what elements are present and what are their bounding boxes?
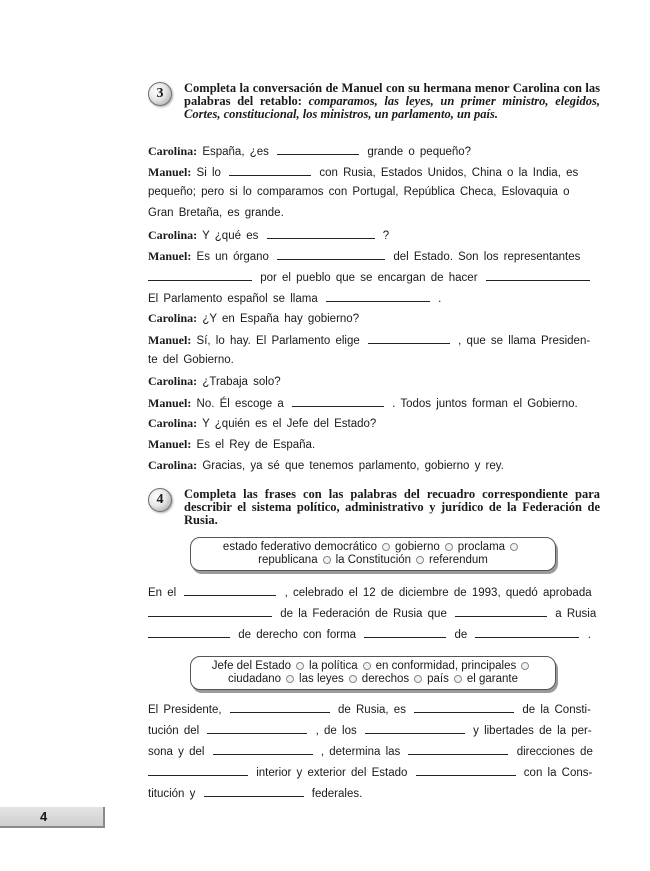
line-text: Y ¿quién es el Jefe del Estado? xyxy=(202,418,377,430)
dialogue-line-5 xyxy=(148,227,600,243)
bullet-icon xyxy=(296,662,304,670)
dialogue-line-16 xyxy=(148,458,600,473)
bullet-icon xyxy=(510,543,518,551)
line-text: tución del xyxy=(148,725,200,737)
blank-field[interactable] xyxy=(408,743,508,755)
line-text: y libertades de la per- xyxy=(473,725,592,737)
dialogue-line-14 xyxy=(148,416,600,431)
line-text: Sí, lo hay. El Parlamento elige xyxy=(196,335,360,347)
speaker-manuel: Manuel: xyxy=(148,249,192,263)
bullet-icon xyxy=(416,556,424,564)
dialogue-line-15 xyxy=(148,437,600,452)
dialogue-line-9 xyxy=(148,311,600,326)
line-text: Si lo xyxy=(196,167,221,179)
dialogue-line-3: pequeño; pero si lo comparamos con Portugal, República Checa, Eslovaquia o xyxy=(148,186,570,198)
blank-field[interactable] xyxy=(414,701,514,713)
blank-field[interactable] xyxy=(368,332,450,344)
line-text: federales. xyxy=(311,788,363,800)
speaker-carolina: Carolina: xyxy=(148,144,198,158)
exercise-3-word-list: comparamos, las leyes, un primer ministro, elegidos, Cortes, constitucional, los ministros, un parlamento, un país. xyxy=(184,94,600,121)
line-text: con la Cons- xyxy=(523,767,593,779)
line-text: de Rusia, es xyxy=(338,704,406,716)
bullet-icon xyxy=(382,543,390,551)
exercise-4-line-3 xyxy=(148,626,600,642)
line-text: España, ¿es xyxy=(202,146,269,158)
blank-field[interactable] xyxy=(455,605,547,617)
word-box-1-row-1 xyxy=(195,541,551,554)
word-option: derechos xyxy=(361,673,410,685)
blank-field[interactable] xyxy=(277,143,359,155)
blank-field[interactable] xyxy=(230,701,330,713)
bullet-icon xyxy=(363,662,371,670)
word-box-2-row-1 xyxy=(195,660,551,673)
speaker-manuel: Manuel: xyxy=(148,396,192,410)
dialogue-line-10 xyxy=(148,332,600,348)
line-text: Gracias, ya sé que tenemos parlamento, gobierno y rey. xyxy=(202,460,504,472)
word-option: el garante xyxy=(466,673,519,685)
blank-field[interactable] xyxy=(475,626,579,638)
blank-field[interactable] xyxy=(277,248,385,260)
speaker-carolina: Carolina: xyxy=(148,416,198,430)
line-text: del Estado. Son los representantes xyxy=(393,251,581,263)
line-text: , de los xyxy=(315,725,357,737)
exercise-4-line-6 xyxy=(148,743,600,759)
line-text: ¿Trabaja solo? xyxy=(202,376,281,388)
bullet-icon xyxy=(349,675,357,683)
exercise-4-number-badge: 4 xyxy=(148,488,172,512)
line-text: con Rusia, Estados Unidos, China o la India, es xyxy=(319,167,579,179)
exercise-4-line-1 xyxy=(148,584,600,600)
page-number: 4 xyxy=(40,809,48,824)
line-text: por el pueblo que se encargan de hacer xyxy=(260,272,478,284)
blank-field[interactable] xyxy=(148,764,248,776)
word-option: referendum xyxy=(429,554,488,566)
blank-field[interactable] xyxy=(326,290,430,302)
bullet-icon xyxy=(521,662,529,670)
speaker-carolina: Carolina: xyxy=(148,228,198,242)
exercise-4-heading xyxy=(148,488,600,527)
bullet-icon xyxy=(286,675,294,683)
exercise-4-line-2 xyxy=(148,605,600,621)
line-text: direcciones de xyxy=(516,746,593,758)
line-text: Es un órgano xyxy=(196,251,269,263)
blank-field[interactable] xyxy=(267,227,375,239)
blank-field[interactable] xyxy=(292,395,384,407)
speaker-carolina: Carolina: xyxy=(148,374,198,388)
speaker-manuel: Manuel: xyxy=(148,165,192,179)
line-text: . xyxy=(438,293,442,305)
line-text: ¿Y en España hay gobierno? xyxy=(202,313,360,325)
line-text: El Presidente, xyxy=(148,704,222,716)
bullet-icon xyxy=(454,675,462,683)
word-option: gobierno xyxy=(394,541,440,553)
exercise-3-instruction xyxy=(184,82,600,121)
dialogue-line-4: Gran Bretaña, es grande. xyxy=(148,207,284,219)
bullet-icon xyxy=(323,556,331,564)
dialogue-line-13 xyxy=(148,395,600,411)
word-option: la Constitución xyxy=(335,554,412,566)
line-text: de xyxy=(454,629,468,641)
line-text: Es el Rey de España. xyxy=(196,439,316,451)
line-text: . Todos juntos forman el Gobierno. xyxy=(392,398,578,410)
exercise-4-line-7 xyxy=(148,764,600,780)
dialogue-line-11: te del Gobierno. xyxy=(148,354,234,366)
blank-field[interactable] xyxy=(364,626,446,638)
line-text: No. Él escoge a xyxy=(196,398,284,410)
blank-field[interactable] xyxy=(207,722,307,734)
line-text: sona y del xyxy=(148,746,205,758)
bullet-icon xyxy=(414,675,422,683)
word-option: ciudadano xyxy=(227,673,282,685)
exercise-4-instruction: Completa las frases con las palabras del recuadro correspondiente para describir el sistema político, administrativo y jurídico de la Federación de Rusia. xyxy=(184,487,600,527)
word-option: Jefe del Estado xyxy=(211,660,292,672)
exercise-4-line-5 xyxy=(148,722,600,738)
exercise-4-line-4 xyxy=(148,701,600,717)
word-box-1-row-2 xyxy=(195,554,551,567)
line-text: titución y xyxy=(148,788,196,800)
bullet-icon xyxy=(445,543,453,551)
exercise-3-number-badge: 3 xyxy=(148,82,172,106)
speaker-carolina: Carolina: xyxy=(148,311,198,325)
word-box-2-row-2 xyxy=(195,673,551,686)
line-text: En el xyxy=(148,587,177,599)
speaker-manuel: Manuel: xyxy=(148,437,192,451)
page-number-tab xyxy=(0,807,105,828)
blank-field[interactable] xyxy=(148,626,230,638)
line-text: de la Federación de Rusia que xyxy=(280,608,447,620)
exercise-3-instruction-text: Completa la conversación de Manuel con su hermana menor Carolina con las palabras del retablo: xyxy=(184,81,600,108)
line-text: a Rusia xyxy=(555,608,597,620)
word-option: país xyxy=(427,673,449,685)
line-text: ? xyxy=(382,230,390,242)
blank-field[interactable] xyxy=(365,722,465,734)
word-box-1 xyxy=(190,537,556,571)
line-text: , determina las xyxy=(320,746,401,758)
blank-field[interactable] xyxy=(148,269,252,281)
blank-field[interactable] xyxy=(148,605,272,617)
word-box-2 xyxy=(190,656,556,690)
dialogue-line-7 xyxy=(148,269,600,285)
dialogue-line-6 xyxy=(148,248,600,264)
blank-field[interactable] xyxy=(229,164,311,176)
word-option: proclama xyxy=(457,541,506,553)
line-text: Y ¿qué es xyxy=(202,230,259,242)
exercise-3-heading xyxy=(148,82,600,121)
dialogue-line-8 xyxy=(148,290,600,306)
dialogue-line-1 xyxy=(148,143,600,159)
word-option: en conformidad, principales xyxy=(375,660,517,672)
blank-field[interactable] xyxy=(213,743,313,755)
word-option: estado federativo democrático xyxy=(222,541,377,553)
blank-field[interactable] xyxy=(486,269,590,281)
blank-field[interactable] xyxy=(184,584,276,596)
word-option: las leyes xyxy=(299,673,344,685)
line-text: . xyxy=(587,629,591,641)
line-text: de derecho con forma xyxy=(238,629,357,641)
line-text: de la Consti- xyxy=(522,704,591,716)
line-text: grande o pequeño? xyxy=(367,146,472,158)
word-option: la política xyxy=(309,660,358,672)
speaker-carolina: Carolina: xyxy=(148,458,198,472)
speaker-manuel: Manuel: xyxy=(148,333,192,347)
blank-field[interactable] xyxy=(204,785,304,797)
dialogue-line-2 xyxy=(148,164,600,180)
blank-field[interactable] xyxy=(416,764,516,776)
line-text: interior y exterior del Estado xyxy=(256,767,408,779)
line-text: El Parlamento español se llama xyxy=(148,293,318,305)
line-text: , que se llama Presiden- xyxy=(458,335,591,347)
word-option: republicana xyxy=(258,554,318,566)
dialogue-line-12 xyxy=(148,374,600,389)
line-text: , celebrado el 12 de diciembre de 1993, quedó aprobada xyxy=(284,587,592,599)
exercise-4-line-8 xyxy=(148,785,600,801)
